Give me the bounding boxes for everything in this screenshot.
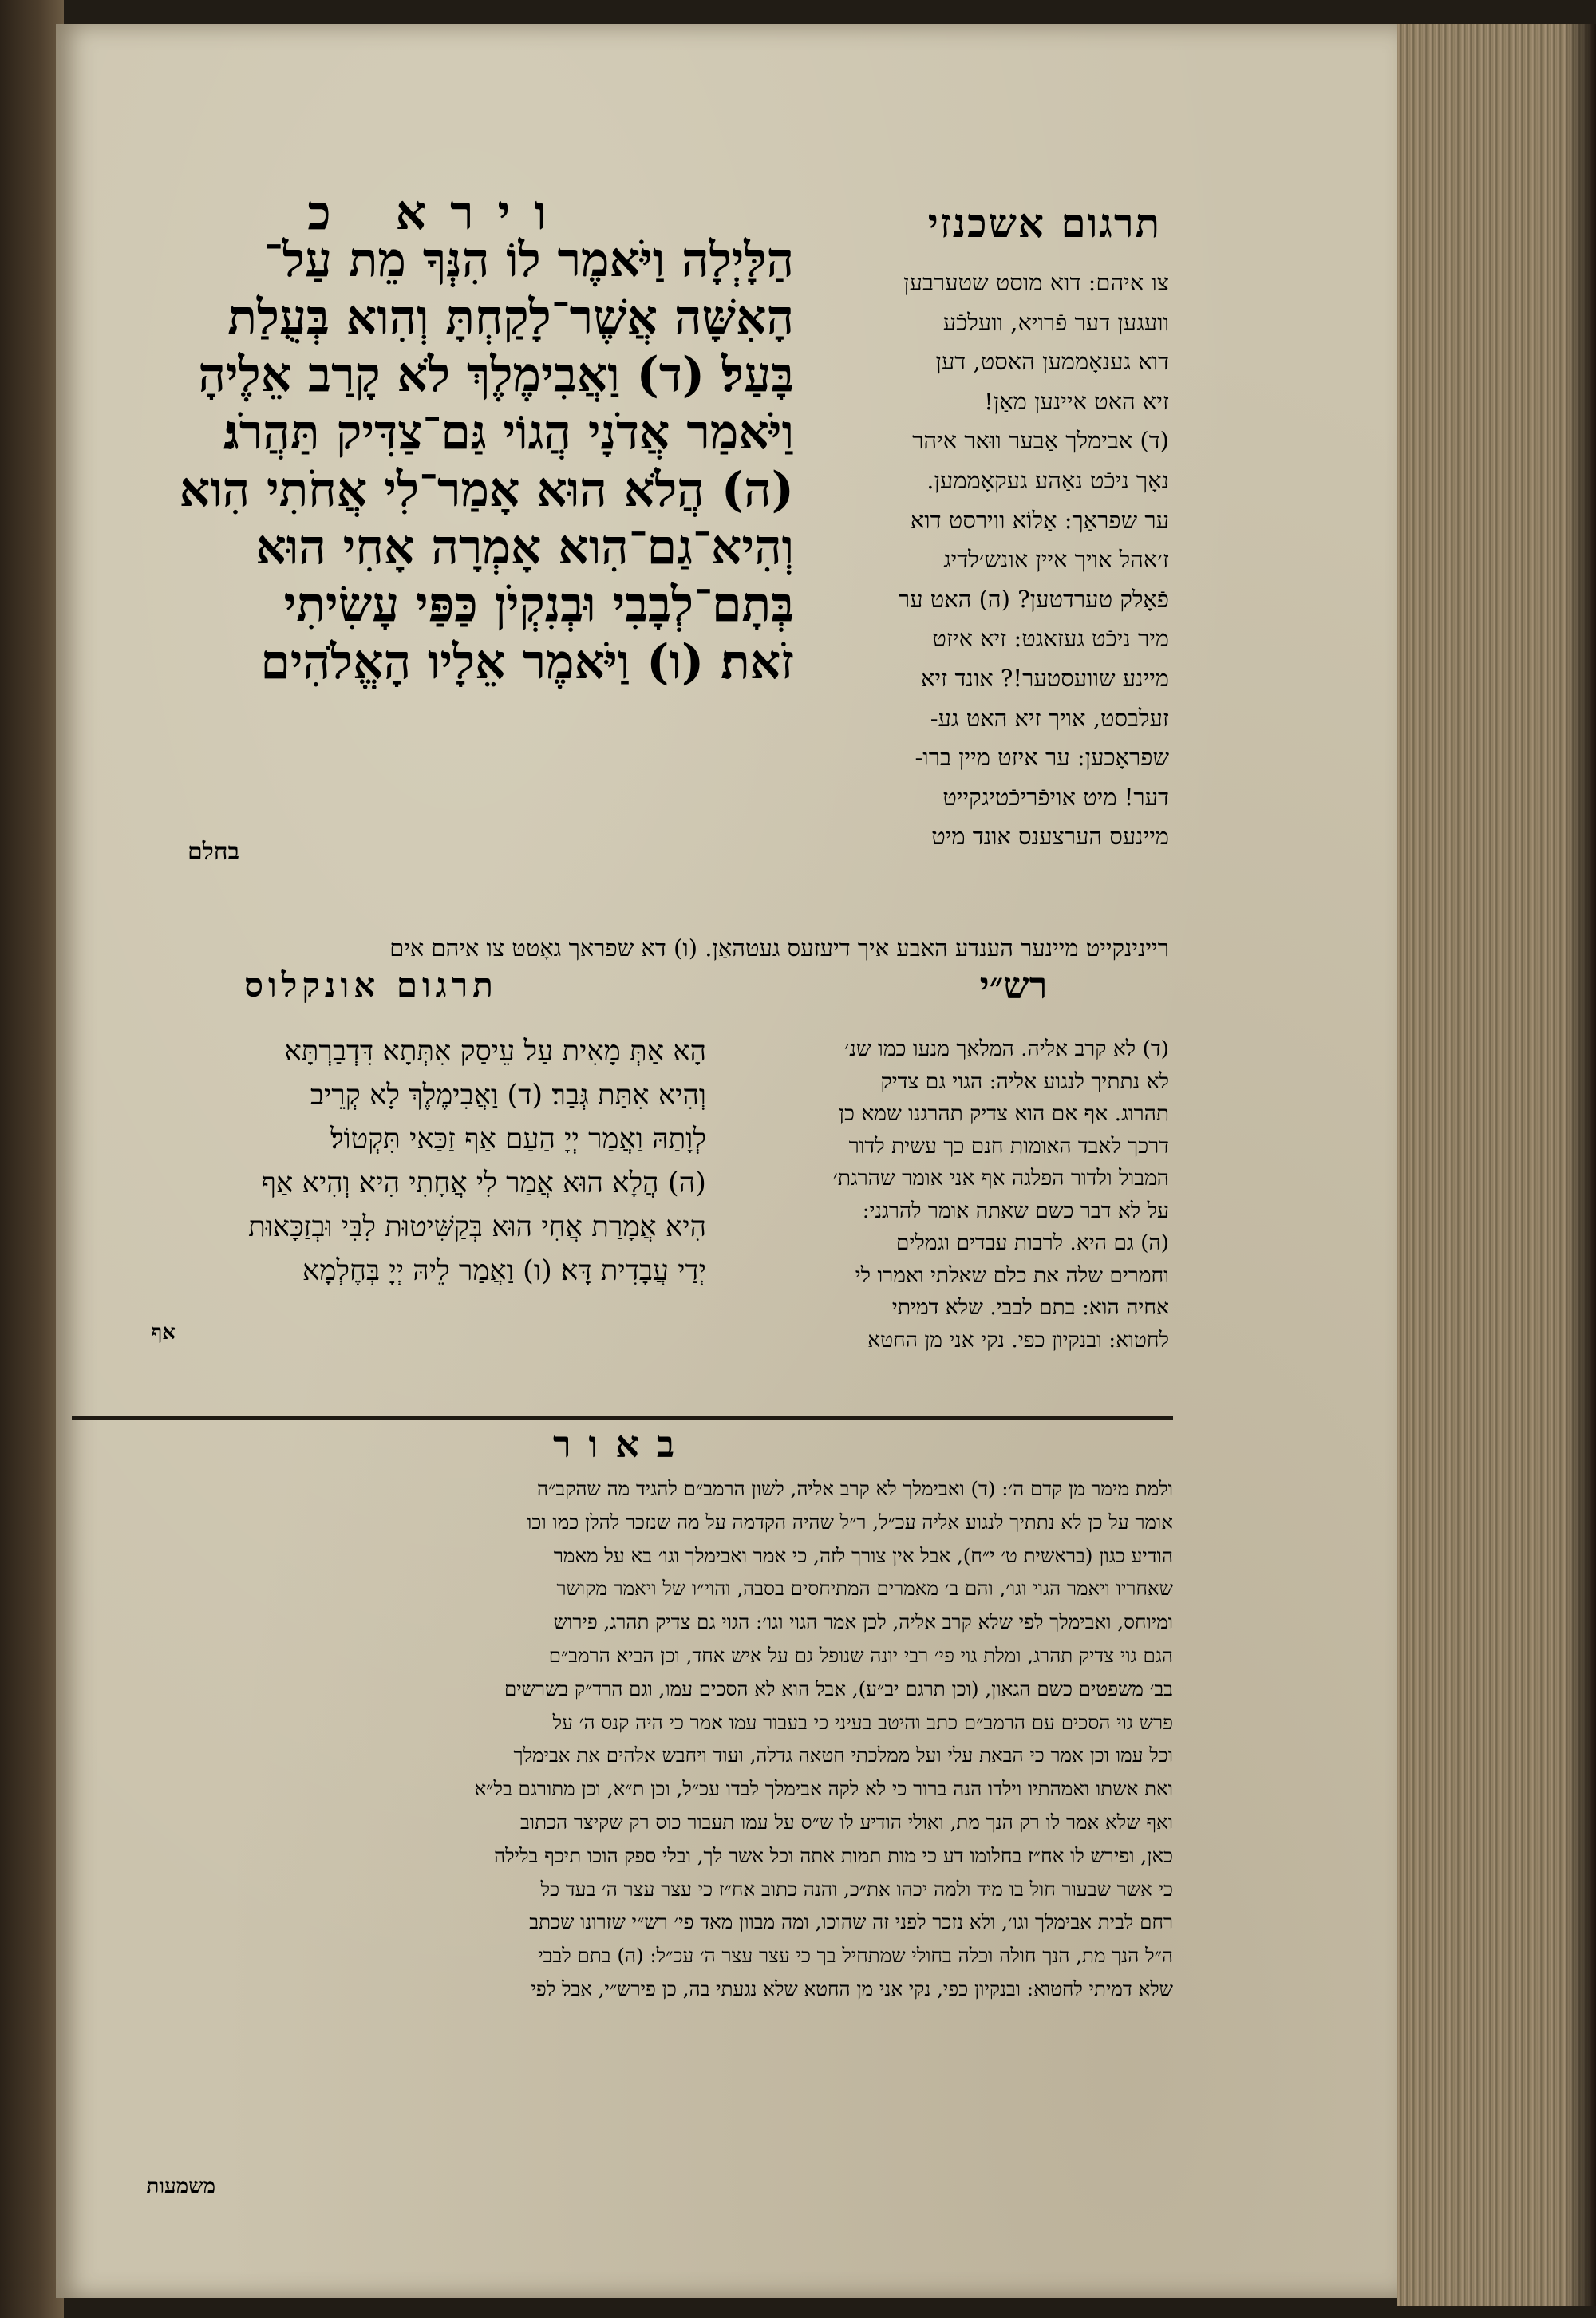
translation-line: (ד) אבימלך אַבער ווּאר איהר (912, 427, 1169, 455)
scripture-line: וַיֹּאמַר אֲדֹנָי הֲגוֹי גַּם־צַדִּיק תַּהֲרֹג׃ (223, 405, 794, 460)
translation-line: צו איהם: דוא מוסט שטערבען (903, 269, 1169, 296)
onkelos-catchword: אף (151, 1321, 176, 1345)
biur-catchword: משמעות (146, 2174, 215, 2198)
biur-line: ואף שלא אמר לו רק הנך מת, ואולי הודיע לו ש״ס על עמו תעבור כוס רק שקיצר הכתוב (520, 1810, 1173, 1834)
translation-line: דער! מיט אויפֿריכֿטיגקייט (942, 783, 1169, 811)
biur-line: כאן, ופירש לו אח״ז בחלומו דע כי מות תמות אתה וכל אשר לך, ובלי ספק הוכו תיכף בלילה (494, 1843, 1173, 1867)
biur-line: רחם לבית אבימלך וגו׳, ולא נזכר לפני זה שהוכו, ומה מבוון מאד פי׳ רש״י שזרונו שכתב (529, 1910, 1173, 1934)
ashkenazi-translation-column (802, 263, 1169, 857)
biur-heading: באור (552, 1423, 693, 1466)
rashi-line: על לא דבר כשם שאתה אומר להרגני: (862, 1198, 1169, 1223)
book-page-edges (1396, 24, 1596, 2306)
scripture-line: זֹאת׃ (ו) וַיֹּאמֶר אֵלָיו הָאֱלֹהִים (260, 634, 794, 690)
scripture-line: בְּתָם־לְבָבִי וּבְנִקְיֹן כַּפַּי עָשִׂיתִי (283, 577, 794, 633)
biur-line: פרש גוי הסכים עם הרמב״ם כתב והיטב בעיני כי בעבור עמו אמר כי היה קנס ה׳ על (552, 1710, 1173, 1734)
biur-line: בב׳ משפטים כשם הגאון, (וכן תרגם יב״ע), אבל הוא לא הסכים עמו, וגם הרד״ק בשרשים (504, 1676, 1173, 1700)
onkelos-line: לְוָתַהּ וַאֲמַר יְיָ הַעַם אַף זַכַּאי תִּקְטוֹל׃ (330, 1123, 706, 1155)
translation-line: מיינעס הערצענס אונד מיט (931, 823, 1169, 851)
biur-line: כי אשר שבעור חול בו מיד ולמה יכהו את״כ, והנה כתוב אח״ז כי עצר עצר ה׳ בעד כל (540, 1877, 1173, 1901)
onkelos-line: הָא אַתְּ מָאִית עַל עֵיסַק אִתְּתָא דִּדְבַרְתָּא (284, 1035, 706, 1068)
translation-line: וועגען דער פֿרויא, וועלכֿע (942, 308, 1169, 336)
onkelos-line: יְדַי עֲבָדִית דָּא׃ (ו) וַאֲמַר לֵיהּ יְיָ בְּחֶלְמָא (302, 1254, 706, 1287)
biur-line: אומר על כן לא נתתיך לנגוע אליה עכ״ל, ר״ל שהיה הקדמה על מה שנזכר להלן כמו וכו (527, 1510, 1173, 1534)
translation-line: זעלבסט, אויך זיא האט גע- (930, 704, 1169, 732)
biur-line: וכל עמו וכן אמר כי הבאת עלי ועל ממלכתי חטאה גדלה, ועוד ויחבש אלהים את אבימלך (513, 1743, 1173, 1767)
biur-line: הגם גוי צדיק תהרג, ומלת גוי פי׳ רבי יונה שנופל גם על איש אחד, וכן הביא הרמב״ם (548, 1643, 1173, 1667)
rashi-line: (ד) לא קרב אליה. המלאך מנעו כמו שנ׳ (844, 1037, 1169, 1061)
rashi-line: וחמרים שלה את כלם שאלתי ואמרו לי (855, 1262, 1169, 1288)
translation-line: נאָך ניכֿט נאַהע געקאָממען. (926, 466, 1169, 494)
scripture-line: (ה) הֲלֹא הוּא אָמַר־לִי אֲחֹתִי הִוא (179, 462, 794, 518)
biur-commentary (76, 1472, 1173, 2006)
rashi-line: דרכך לאבד האומות חנם כך עשית לדור (848, 1133, 1169, 1159)
scripture-line: בָּעַל׃ (ד) וַאֲבִימֶלֶךְ לֹא קָרַב אֵלֶיהָ (198, 347, 794, 403)
translation-line: ז׳אהל אויך איין אונש׳לדיג (943, 546, 1169, 574)
rashi-line: לא נתתיך לנגוע אליה: הגוי גם צדיק (880, 1068, 1169, 1094)
rashi-line: אחיה הוא: בתם לבבי. שלא דמיתי (891, 1295, 1169, 1320)
translation-line: מיר ניכֿט געזאגט: זיא איזט (932, 625, 1169, 653)
biur-line: ואת אשתו ואמהתיו וילדו הנה ברור כי לא לקה אבימלך לבדו עכ״ל, וכן ת״א, וכן מתורגם בל״א (474, 1777, 1173, 1801)
translation-line: זיא האט איינען מאַן! (984, 387, 1169, 415)
rashi-line: המבול ולדור הפלגה אף אני אומר שהרגת׳ (832, 1166, 1169, 1191)
translation-line: ער שפראַך: אַלוֹא ווירסט דוא (910, 506, 1169, 534)
scripture-line: וְהִיא־גַם־הִוא אָמְרָה אָחִי הוּא (255, 519, 794, 575)
onkelos-line: וְהִיא אִתַּת גְּבַר׃ (ד) וַאֲבִימֶלֶךְ לָא קְרֵיב (310, 1079, 706, 1112)
scripture-line: הַלָּיְלָה וַיֹּאמֶר לוֹ הִנְּךָ מֵת עַל־ (263, 232, 794, 288)
book-spine-shadow (0, 0, 64, 2318)
translation-column-heading: תרגום אשכנזי (927, 199, 1161, 247)
biur-line: ומיוחס, ואבימלך לפי שלא קרב אליה, לכן אמר הגוי וגו׳: הגוי גם צדיק תהרג, פירוש (553, 1610, 1173, 1634)
scripture-text-block (76, 231, 794, 691)
rashi-line: תהרוג. אף אם הוא צדיק תהרגנו שמא כן (839, 1101, 1169, 1126)
onkelos-targum (76, 1029, 706, 1293)
translation-line: דוא גענאָממען האסט, דען (935, 348, 1169, 376)
rashi-heading: רש״י (979, 964, 1048, 1007)
onkelos-line: (ה) הֲלָא הוּא אֲמַר לִי אֲחָתִי הִיא וְהִיא אַף (261, 1167, 706, 1199)
section-divider (72, 1416, 1173, 1420)
translation-continuation-line: ריינינקייט מיינער הענדע האבע איך דיעזעס געטהאַן. (ו) דא שפראך גאָטט צו איהם אים (389, 934, 1169, 962)
scripture-catchword: בחלם (188, 838, 239, 866)
scripture-line: הָאִשָּׁה אֲשֶׁר־לָקַחְתָּ וְהִוא בְּעֻלַת (227, 290, 794, 346)
biur-line: ה״ל הנך מת, הנך חולה וכלה בחולי שמתחיל בך כי עצר עצר ה׳ עכ״ל: (ה) בתם לבבי (538, 1944, 1173, 1968)
translation-line: פֿאָלק טערדטען? (ה) האט ער (898, 585, 1169, 613)
biur-line: ולמת מימר מן קדם ה׳: (ד) ואבימלך לא קרב אליה, לשון הרמב״ם להגיד מה שהקב״ה (537, 1477, 1173, 1500)
translation-line: מיינע שוועסטער!? אונד זיא (921, 664, 1169, 692)
biur-line: שאחריו ויאמר הגוי וגו׳, והם ב׳ מאמרים המתיחסים בסבה, והוי״ו של ויאמר מקושר (556, 1577, 1173, 1601)
onkelos-heading: תרגום אונקלוס (244, 966, 498, 1005)
biur-line: הודיע כגון (בראשית ט׳ י״ח), אבל אין צורך לזה, כי אמר ואבימלך וגו׳ בא על מאמר (553, 1543, 1173, 1567)
rashi-line: לחטוא: ובנקיון כפי. נקי אני מן החטא (867, 1327, 1169, 1352)
rashi-commentary (722, 1033, 1169, 1356)
biur-line: שלא דמיתי לחטוא: ובנקיון כפי, נקי אני מן החטא שלא נגעתי בה, כן פירש״י, אבל לפי (531, 1976, 1173, 2000)
onkelos-line: הִיא אֲמָרַת אֲחִי הוּא בְּקַשִּׁיטוּת לִבִּי וּבְזַכָּאוּת (248, 1210, 706, 1243)
running-head-parasha: וירא כ (307, 185, 571, 241)
translation-line: שפראָכען: ער איזט מיין ברו- (915, 744, 1169, 772)
rashi-line: (ה) גם היא. לרבות עבדים וגמלים (895, 1230, 1169, 1255)
